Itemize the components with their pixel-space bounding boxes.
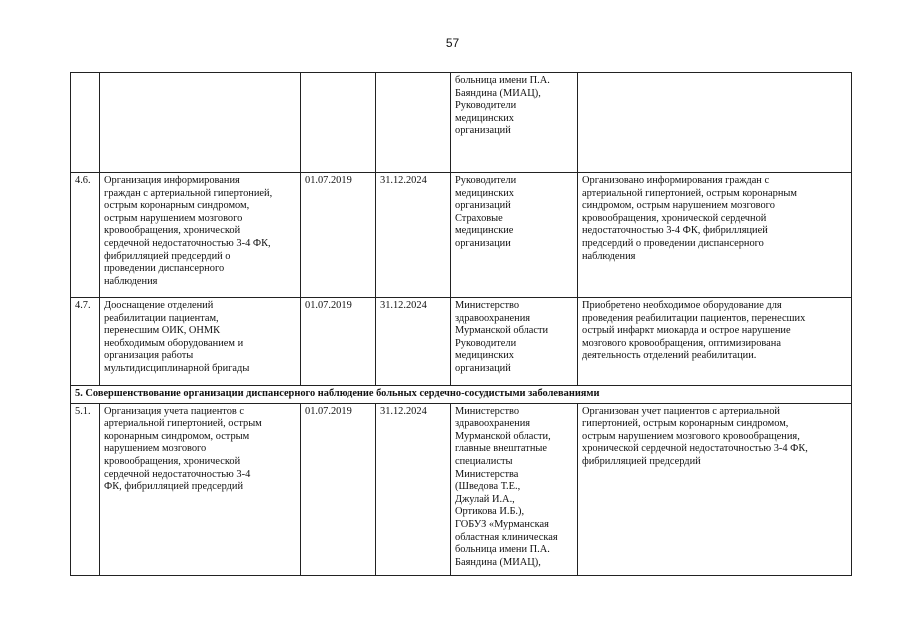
start-date-cell: 01.07.2019	[301, 173, 376, 298]
responsible-cell: больница имени П.А. Баяндина (МИАЦ), Руководители медицинских организаций	[451, 73, 578, 173]
end-date-cell: 31.12.2024	[376, 403, 451, 575]
plan-table	[70, 72, 852, 576]
table-row	[71, 403, 852, 575]
result-cell: Организовано информирования граждан с артериальной гипертонией, острым коронарным синдромом, острым нарушением мозгового кровообращения, хронической сердечной недостаточностью 3-4 ФК, фибрилляцией предсердий о проведении диспансерного наблюдения	[578, 173, 852, 298]
start-date-cell: 01.07.2019	[301, 403, 376, 575]
end-date-cell	[376, 73, 451, 173]
table-row	[71, 298, 852, 386]
row-number	[71, 73, 100, 173]
section-row	[71, 386, 852, 404]
responsible-cell: Руководители медицинских организаций Страховые медицинские организации	[451, 173, 578, 298]
row-number: 5.1.	[71, 403, 100, 575]
row-number: 4.7.	[71, 298, 100, 386]
table-row	[71, 73, 852, 173]
section-heading: 5. Совершенствование организации диспансерного наблюдение больных сердечно-сосудистыми заболеваниями	[71, 386, 852, 404]
result-cell	[578, 73, 852, 173]
task-cell: Дооснащение отделений реабилитации пациентам, перенесшим ОИК, ОНМК необходимым оборудованием и организация работы мультидисциплинарной бригады	[100, 298, 301, 386]
task-cell: Организация учета пациентов с артериальной гипертонией, острым коронарным синдромом, острым нарушением мозгового кровообращения, хронической сердечной недостаточностью 3-4 ФК, фибрилляцией предсердий	[100, 403, 301, 575]
end-date-cell: 31.12.2024	[376, 298, 451, 386]
task-cell: Организация информирования граждан с артериальной гипертонией, острым коронарным синдромом, острым нарушением мозгового кровообращения, хронической сердечной недостаточностью 3-4 ФК, фибрилляцией предсердий о проведении диспансерного наблюдения	[100, 173, 301, 298]
page-number: 57	[445, 36, 460, 50]
start-date-cell	[301, 73, 376, 173]
result-cell: Приобретено необходимое оборудование для проведения реабилитации пациентов, перенесших острый инфаркт миокарда и острое нарушение мозгового кровообращения, оптимизирована деятельность отделений реабилитации.	[578, 298, 852, 386]
table-row	[71, 173, 852, 298]
task-cell	[100, 73, 301, 173]
start-date-cell: 01.07.2019	[301, 298, 376, 386]
end-date-cell: 31.12.2024	[376, 173, 451, 298]
row-number: 4.6.	[71, 173, 100, 298]
result-cell: Организован учет пациентов с артериальной гипертонией, острым коронарным синдромом, острым нарушением мозгового кровообращения, хронической сердечной недостаточностью 3-4 ФК, фибрилляцией предсердий	[578, 403, 852, 575]
responsible-cell: Министерство здравоохранения Мурманской области Руководители медицинских организаций	[451, 298, 578, 386]
responsible-cell: Министерство здравоохранения Мурманской области, главные внештатные специалисты Министерства (Шведова Т.Е., Джулай И.А., Ортикова И.Б.), ГОБУЗ «Мурманская областная клиническая больница имени П.А. Баяндина (МИАЦ),	[451, 403, 578, 575]
